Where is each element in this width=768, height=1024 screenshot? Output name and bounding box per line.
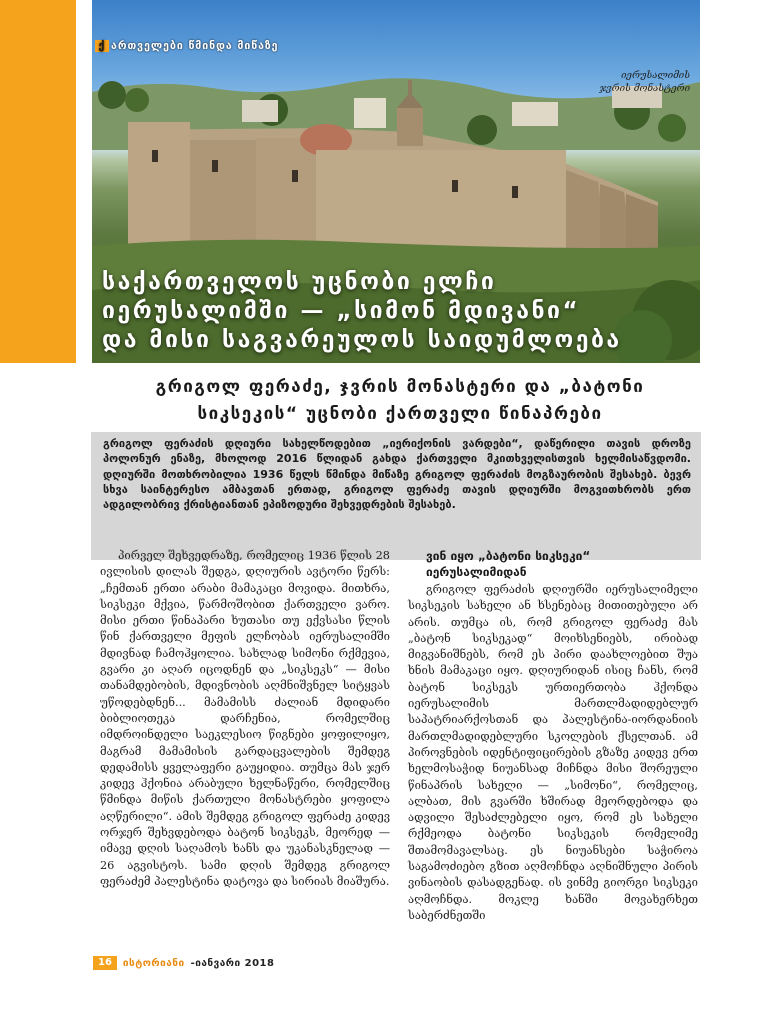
caption-line-1: იერუსალიმის xyxy=(621,70,690,81)
page-footer xyxy=(93,956,274,970)
body-column-right xyxy=(408,548,698,924)
title-line-2: იერუსალიმში — „სიმონ მდივანი“ xyxy=(102,298,581,324)
section-mark: ქ xyxy=(95,40,109,52)
lead-box xyxy=(91,432,701,560)
issue-date: -იანვარი 2018 xyxy=(190,957,275,969)
article-subtitle xyxy=(100,374,700,428)
section-heading xyxy=(408,548,698,580)
left-column-text: პირველ შეხვედრაზე, რომელიც 1936 წლის 28 ივლისის დილას შედგა, დღიურის ავტორი წერს: „ჩემთან ერთი არაბი მამაკაცი მოვიდა. მითხრა, სიკსეკი მქვია, წარმოშობით ქართველი ვარო. მისი ერთი წინაპარი ხუთასი თუ ექვსასი წლის წინ ქართველი მეფის ელჩობას იერუსალიმში მდივნად ჩამოჰყოლია. სახლად სიმონი რქმევია, გვარი კი აღარ იცოდნენ და „სიკსეკს“ — მისი თანამდებობის, მდივნობის აღმნიშვნელ სიტყვას უწოდებდნენ... მამამისს ძალიან მდიდარი ბიბლიოთეკა დარჩენია, რომელშიც იმდროინდელი საეკლესიო წიგნები ყოფილიყო, მაგრამ მამამისის გარდაცვალების შემდეგ დედამისს ყველაფერი გაუყიდია. თუმცა მას ჯერ კიდევ ჰქონია არაბული ხელნაწერი, რომელშიც წმინდა მიწის ქართული მონასტრები ყოფილა აღწერილი“. ამის შემდეგ გრიგოლ ფერაძე კიდევ ორჯერ შეხვდებოდა ბატონ სიკსეკს, მეორედ — იმავე დღის საღამოს ხანს და უკანასკნელად — 26 აგვისტოს. სამი დღის შემდეგ გრიგოლ ფერაძემ პალესტინა დატოვა და სირიას მიაშურა. xyxy=(100,549,390,888)
hero-photo xyxy=(92,0,700,363)
section-label-text: ართველები წმინდა მიწაზე xyxy=(111,40,279,52)
section-label xyxy=(95,40,279,52)
page-number: 16 xyxy=(93,956,117,970)
lead-paragraph: გრიგოლ ფერაძის დღიური სახელწოდებით „იერიქონის ვარდები“, დაწერილი თავის დროზე პოლონურ ენაზე, მხოლოდ 2016 წლიდან გახდა ქართველი მკითხველისთვის ხელმისაწვდომი. დღიურში მოთხრობილია 1936 წელს წმინდა მიწაზე გრიგოლ ფერაძის მოგზაურობის შესახებ. ბევრ სხვა საინტერესო ამბავთან ერთად, გრიგოლ ფერაძე თავის დღიურში მოგვითხრობს ერთ ადგილობრივ ქრისტიანთან ეპიზოდური შეხვედრების შესახებ. xyxy=(103,437,691,512)
subtitle-line-1: გრიგოლ ფერაძე, ჯვრის მონასტერი და „ბატონი xyxy=(155,377,645,397)
magazine-name: ისტორიანი xyxy=(122,957,185,969)
title-line-3: და მისი საგვარეულოს საიდუმლოება xyxy=(102,327,622,353)
body-column-left xyxy=(100,548,390,890)
section-heading-line-1: ვინ იყო „ბატონი სიკსეკი“ xyxy=(426,549,591,563)
accent-strip xyxy=(0,0,76,363)
title-line-1: საქართველოს უცნობი ელჩი xyxy=(102,269,497,295)
right-column-text: გრიგოლ ფერაძის დღიურში იერუსალიმელი სიკსეკის სახელი ან ხსენებაც მითითებული არ არის. თუმცა ის, რომ გრიგოლ ფერაძე მას „ბატონ სიკსეკად“ მოიხსენიებს, ირიბად მიგვანიშნებს, რომ ეს პირი დაახლოებით შუა ხნის მამაკაცი იყო. დღიურიდან ისიც ჩანს, რომ ბატონ სიკსეკს ურთიერთობა ჰქონდა იერუსალიმის მართლმადიდებლურ საპატრიარქოსთან და პალესტინა-იორდანიის მართლმადიდებლური სკოლების ქსელთან. ამ პიროვნების იდენტიფიცირების გზაზე კიდევ ერთ ხელმოსაჭიდ ნიუანსად მიჩნდა მისი შორეული წინაპრის სახელი — „სიმონი“, რომელიც, ალბათ, მის გვარში ხშირად მეორდებოდა და ადვილი შესაძლებელი იყო, რომ ეს სახელი რქმეოდა ბატონი სიკსეკის რომელიმე შთამომავალსაც. ეს ნიუანსები საჭიროა საგამოძიებო გზით აღმოჩნდა აღნიშნული პირის ვინაობის დასადგენად. ის ვინმე გიორგი სიკსეკი აღმოჩნდა. მოკლე ხანში მოვახერხეთ საბერძნეთში xyxy=(408,583,698,922)
caption-line-2: ჯვრის მონასტერი xyxy=(599,83,690,94)
subtitle-line-2: სიკსეკის“ უცნობი ქართველი წინაპრები xyxy=(197,404,603,424)
section-heading-line-2: იერუსალიმიდან xyxy=(426,565,527,579)
photo-caption xyxy=(570,69,690,95)
article-title xyxy=(102,268,692,355)
